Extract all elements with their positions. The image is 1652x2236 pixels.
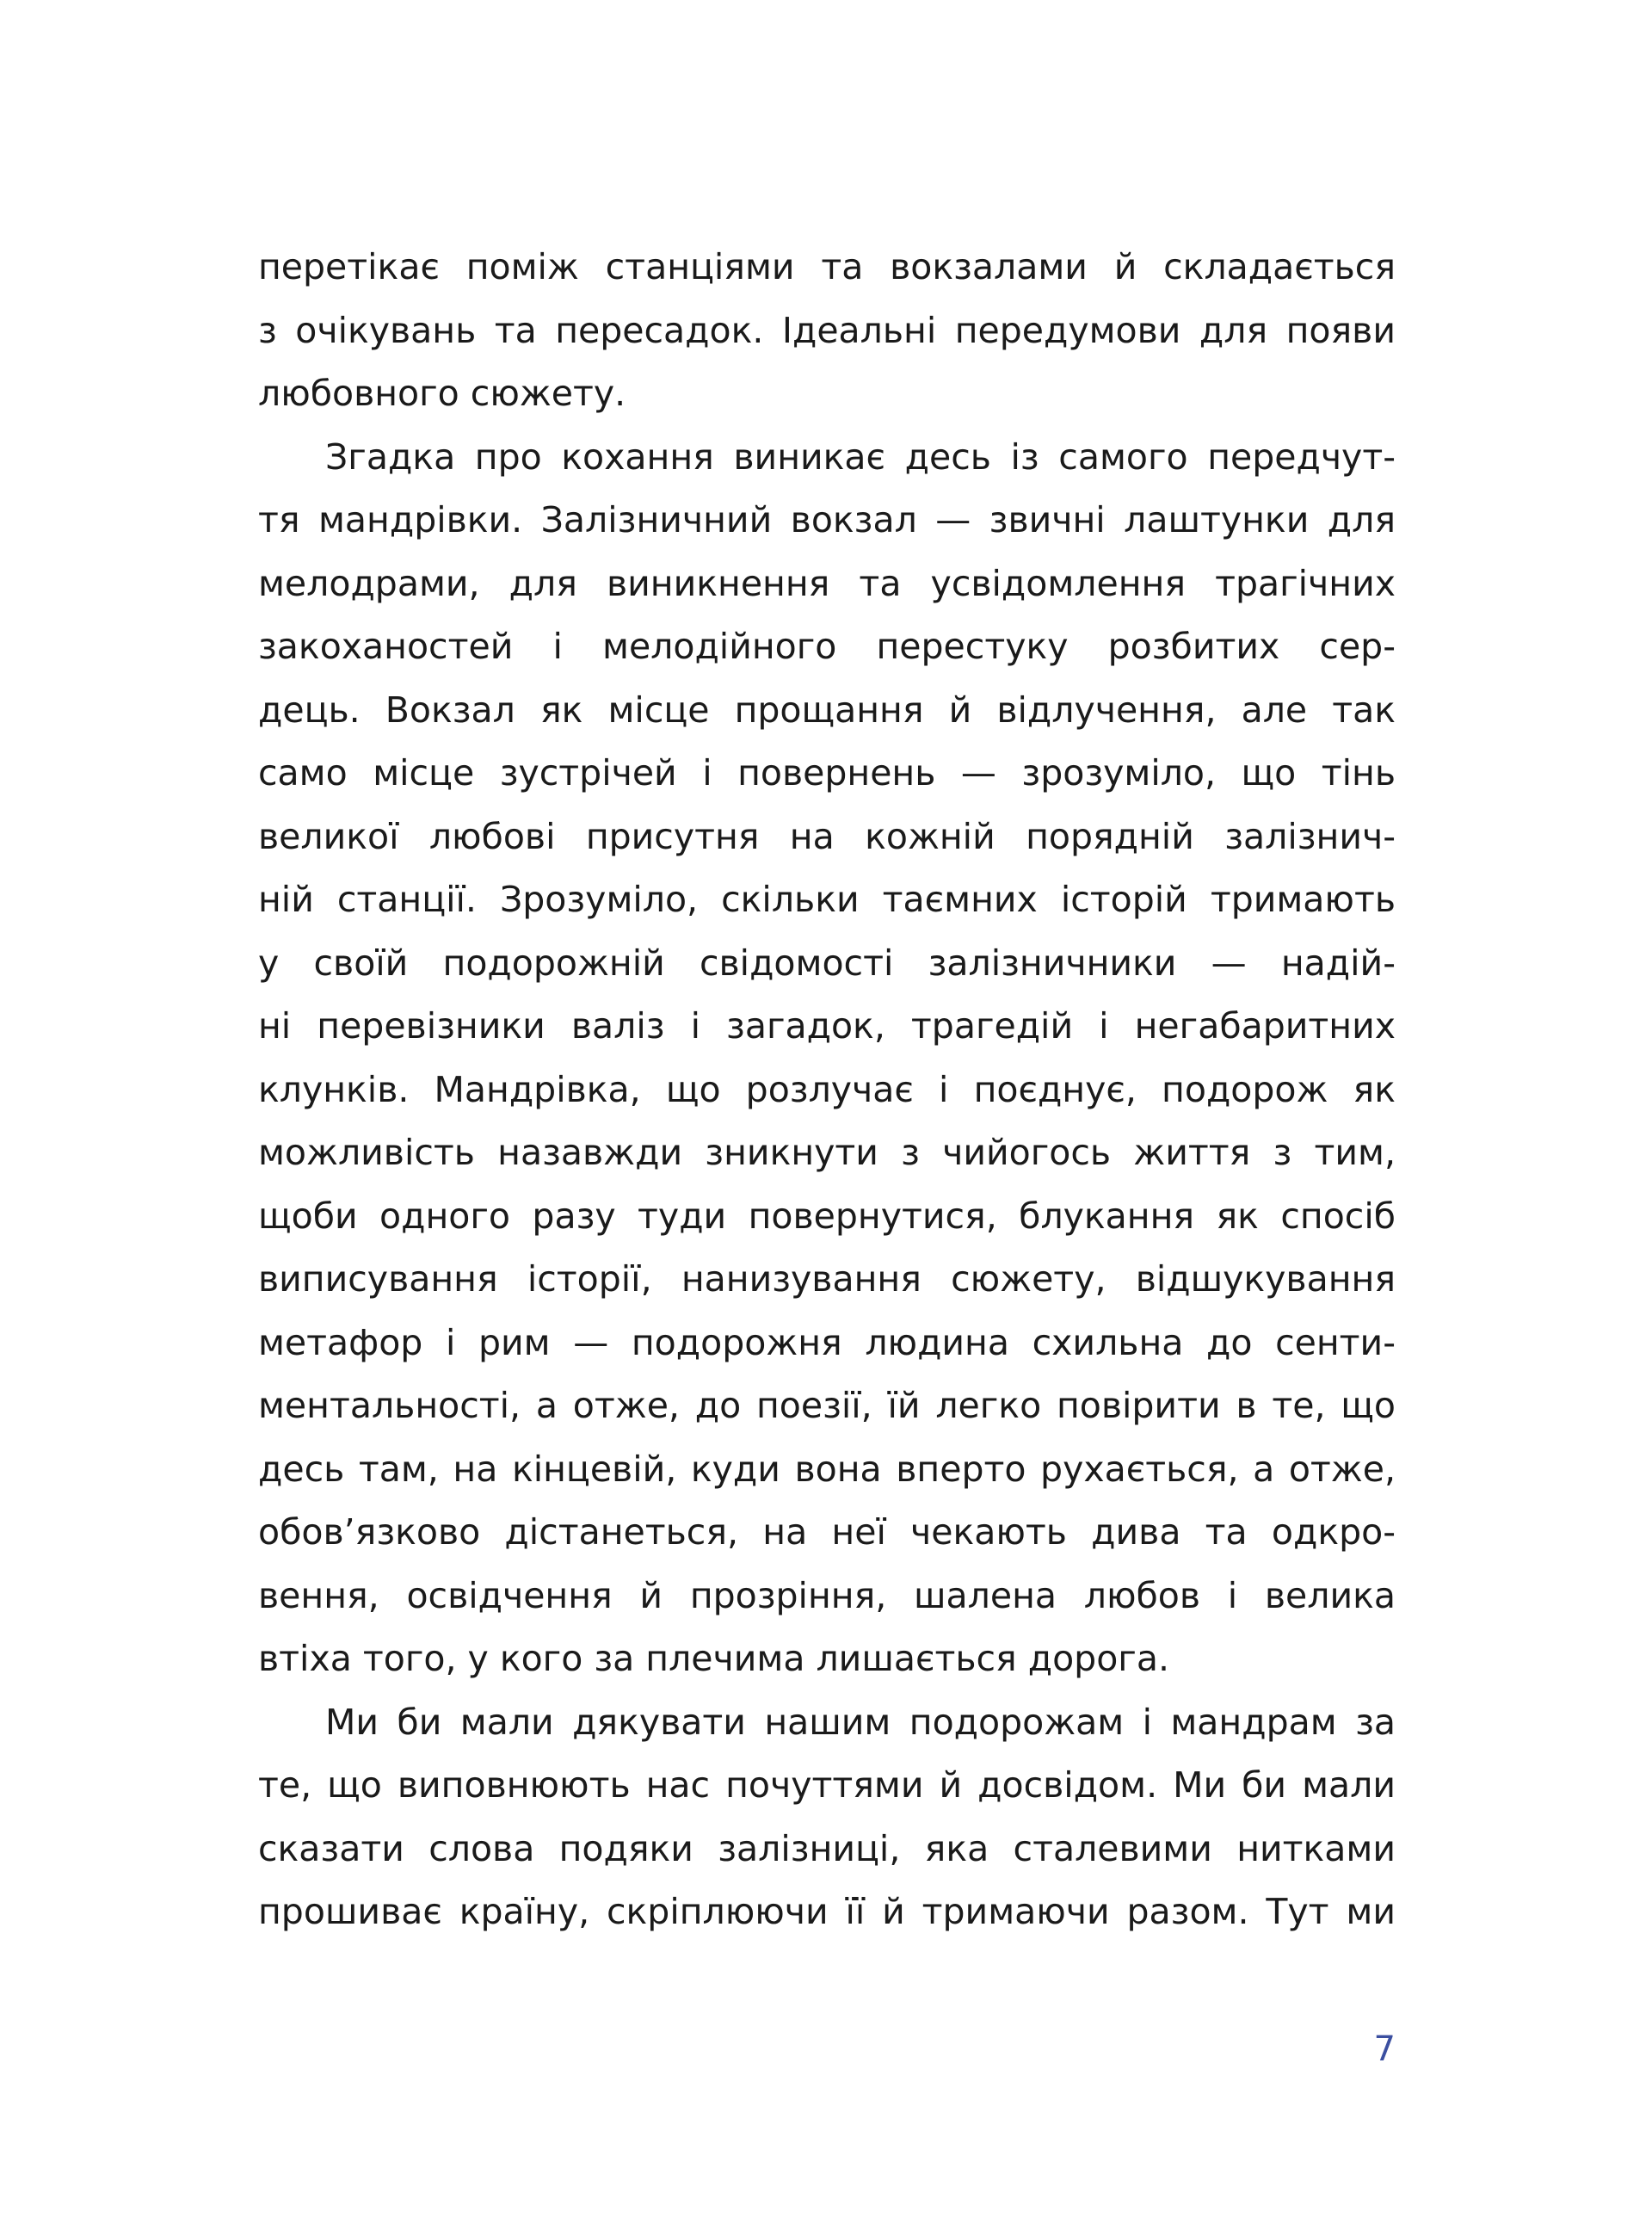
text-line: у своїй подорожній свідомості залізничники — надій- [258, 942, 1396, 984]
text-line: любовного сюжету. [258, 373, 626, 414]
text-line: Згадка про кохання виникає десь із самого передчут- [325, 435, 1396, 478]
text-line: втіха того, у кого за плечима лишається дорога. [258, 1638, 1169, 1679]
text-line: виписування історії, нанизування сюжету, відшукування [258, 1258, 1396, 1300]
text-line: закоханостей і мелодійного перестуку розбитих сер- [258, 626, 1396, 667]
text-line: те, що виповнюють нас почуттями й досвідом. Ми би мали [258, 1764, 1396, 1806]
text-line: сказати слова подяки залізниці, яка сталевими нитками [258, 1827, 1396, 1869]
text-line: ні перевізники валіз і загадок, трагедій і негабаритних [258, 1005, 1396, 1047]
text-line: десь там, на кінцевій, куди вона вперто рухається, а отже, [258, 1448, 1396, 1490]
text-line: клунків. Мандрівка, що розлучає і поєднує, подорож як [258, 1068, 1396, 1110]
text-line: метафор і рим — подорожня людина схильна до сенти- [258, 1321, 1396, 1363]
text-line: дець. Вокзал як місце прощання й відлучення, але так [258, 689, 1396, 731]
text-line: перетікає поміж станціями та вокзалами й складається [258, 246, 1396, 287]
text-line: великої любові присутня на кожній порядній залізнич- [258, 815, 1396, 857]
text-line: прошиває країну, скріплюючи її й тримаючи разом. Тут ми [258, 1891, 1396, 1932]
page-number: 7 [1373, 2029, 1396, 2069]
body-text [258, 236, 1396, 1944]
text-line: щоби одного разу туди повернутися, блукання як спосіб [258, 1195, 1396, 1237]
text-line: вення, освідчення й прозріння, шалена любов і велика [258, 1574, 1396, 1616]
text-line: з очікувань та пересадок. Ідеальні передумови для появи [258, 309, 1396, 351]
text-line: Ми би мали дякувати нашим подорожам і мандрам за [325, 1701, 1396, 1743]
text-line: тя мандрівки. Залізничний вокзал — звичні лаштунки для [258, 499, 1396, 540]
text-line: обов’язково дістанеться, на неї чекають дива та одкро- [258, 1511, 1396, 1553]
text-line: ментальності, а отже, до поезії, їй легко повірити в те, що [258, 1385, 1396, 1426]
text-line: ній станції. Зрозуміло, скільки таємних історій тримають [258, 879, 1396, 920]
text-line: можливість назавжди зникнути з чийогось життя з тим, [258, 1132, 1396, 1173]
text-line: мелодрами, для виникнення та усвідомлення трагічних [258, 562, 1396, 604]
text-line: само місце зустрічей і повернень — зрозуміло, що тінь [258, 752, 1396, 794]
